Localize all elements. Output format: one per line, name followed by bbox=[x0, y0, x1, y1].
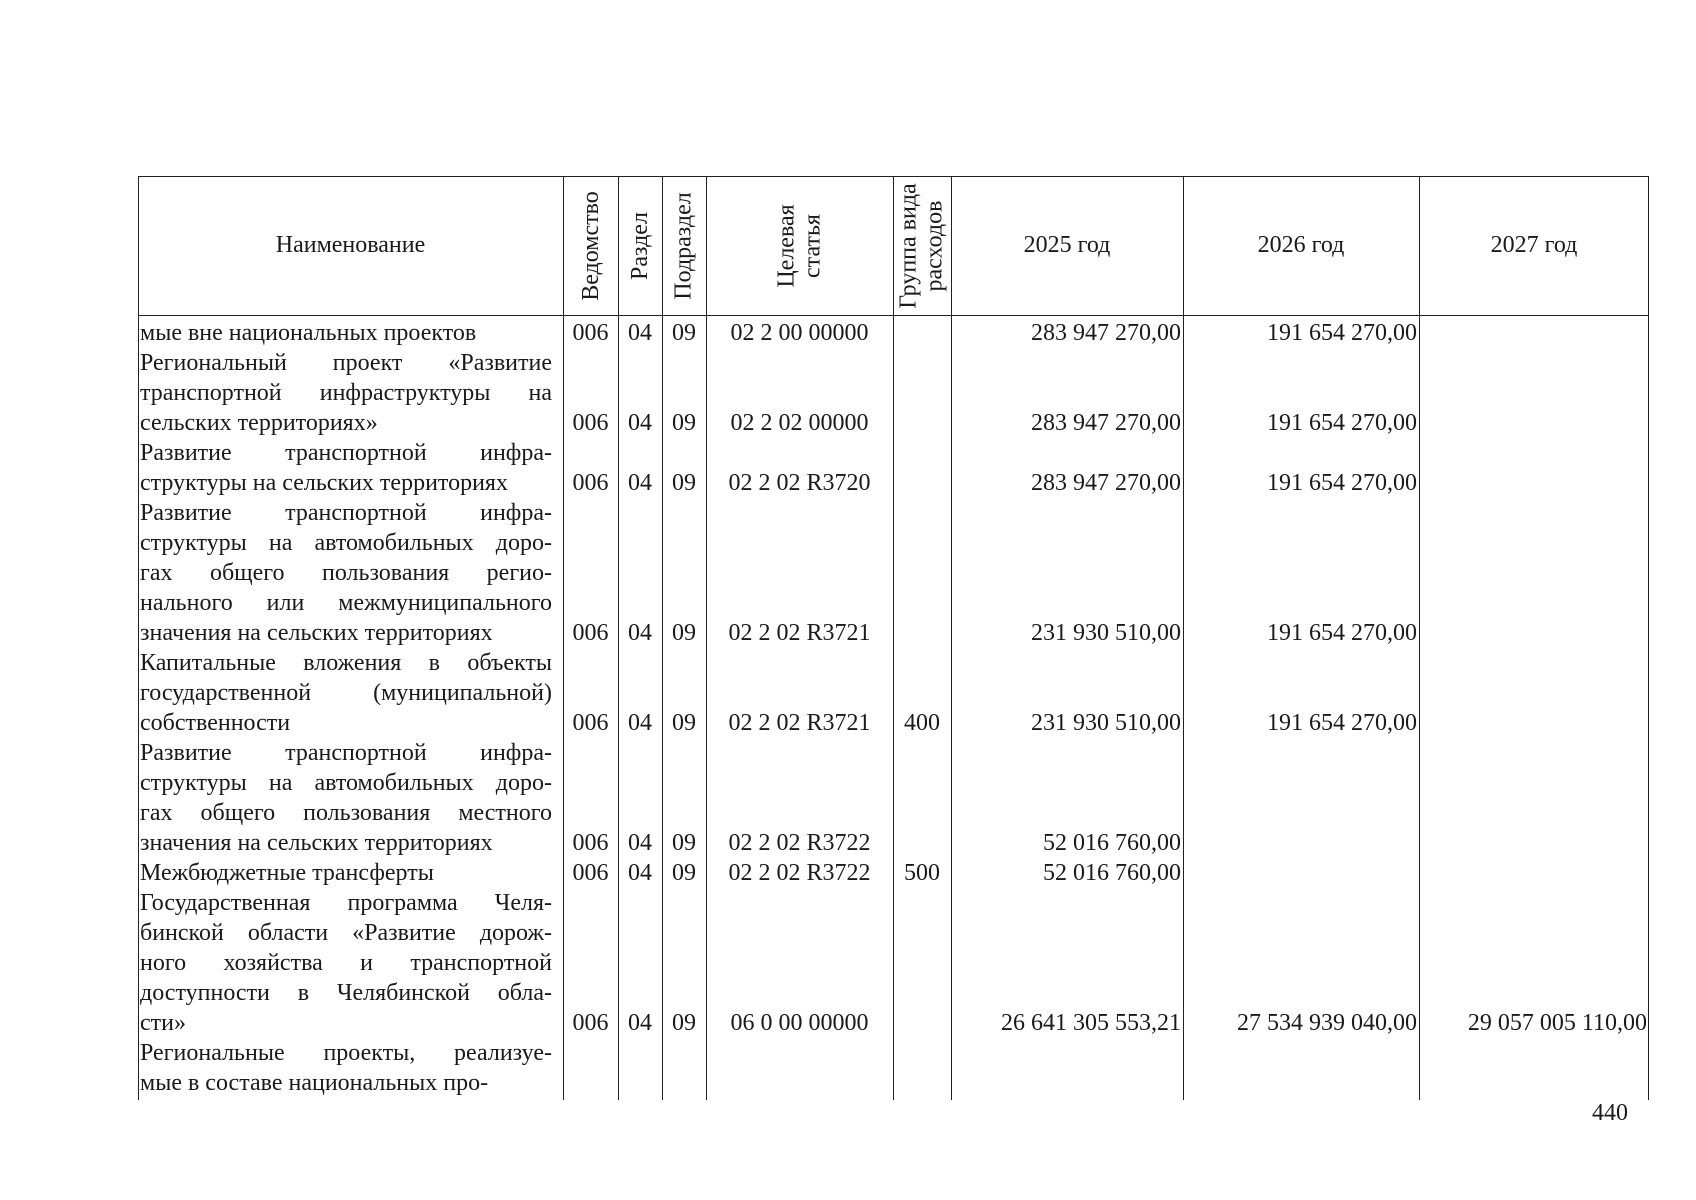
cell-gruppa: 400 bbox=[904, 710, 940, 736]
cell-razdel: 04 bbox=[628, 410, 652, 436]
row-name-line: собственности bbox=[140, 710, 291, 736]
cell-celevaya: 02 2 02 00000 bbox=[730, 410, 869, 436]
header-celevaya-text: Целевая статья bbox=[773, 203, 826, 288]
cell-razdel: 04 bbox=[628, 860, 652, 886]
header-ved bbox=[563, 176, 618, 315]
table-row bbox=[138, 438, 1649, 498]
row-name-line: структуры на сельских территориях bbox=[140, 470, 508, 496]
row-name-line: структуры на автомобильных доро- bbox=[140, 530, 552, 556]
cell-celevaya: 02 2 02 R3720 bbox=[728, 470, 871, 496]
cell-ved: 006 bbox=[572, 860, 609, 886]
row-name bbox=[140, 318, 552, 348]
table-row bbox=[138, 1038, 1649, 1098]
row-name bbox=[140, 738, 552, 858]
cell-y2025: 231 930 510,00 bbox=[1031, 620, 1181, 646]
cell-podrazdel: 09 bbox=[672, 320, 696, 346]
page-number: 440 bbox=[1592, 1100, 1628, 1126]
cell-y2025: 52 016 760,00 bbox=[1043, 830, 1181, 856]
cell-y2026: 191 654 270,00 bbox=[1267, 410, 1417, 436]
row-name-line: Государственная программа Челя- bbox=[140, 890, 552, 916]
cell-y2025: 283 947 270,00 bbox=[1031, 470, 1181, 496]
cell-celevaya: 06 0 00 00000 bbox=[730, 1010, 869, 1036]
cell-celevaya: 02 2 02 R3721 bbox=[728, 620, 871, 646]
header-ved-text: Ведомство bbox=[577, 190, 604, 301]
cell-podrazdel: 09 bbox=[672, 470, 696, 496]
table-row bbox=[138, 318, 1649, 348]
cell-podrazdel: 09 bbox=[672, 860, 696, 886]
table-row bbox=[138, 348, 1649, 438]
row-name-line: гах общего пользования регио- bbox=[140, 560, 552, 586]
cell-razdel: 04 bbox=[628, 620, 652, 646]
cell-razdel: 04 bbox=[628, 710, 652, 736]
row-name bbox=[140, 648, 552, 738]
cell-ved: 006 bbox=[572, 470, 609, 496]
cell-y2025: 283 947 270,00 bbox=[1031, 410, 1181, 436]
cell-podrazdel: 09 bbox=[672, 830, 696, 856]
row-name bbox=[140, 858, 552, 888]
cell-ved: 006 bbox=[572, 710, 609, 736]
row-name-line: значения на сельских территориях bbox=[140, 620, 493, 646]
row-name bbox=[140, 438, 552, 498]
cell-podrazdel: 09 bbox=[672, 410, 696, 436]
row-name-line: Развитие транспортной инфра- bbox=[140, 440, 552, 466]
cell-celevaya: 02 2 02 R3722 bbox=[728, 830, 871, 856]
row-name-line: значения на сельских территориях bbox=[140, 830, 493, 856]
row-name-line: государственной (муниципальной) bbox=[140, 680, 552, 706]
row-name-line: мые вне национальных проектов bbox=[140, 320, 477, 346]
row-name-line: доступности в Челябинской обла- bbox=[140, 980, 552, 1006]
table-row bbox=[138, 498, 1649, 648]
cell-ved: 006 bbox=[572, 320, 609, 346]
row-name-line: бинской области «Развитие дорож- bbox=[140, 920, 552, 946]
header-2026: 2026 год bbox=[1257, 232, 1345, 258]
row-name-line: Капитальные вложения в объекты bbox=[140, 650, 552, 676]
row-name-line: Развитие транспортной инфра- bbox=[140, 740, 552, 766]
header-podrazdel bbox=[662, 176, 706, 315]
cell-y2025: 26 641 305 553,21 bbox=[1001, 1010, 1181, 1036]
header-gruppa-text: Группа вида расходов bbox=[896, 182, 948, 309]
header-2025: 2025 год bbox=[1023, 232, 1111, 258]
row-name-line: сти» bbox=[140, 1010, 186, 1036]
cell-y2026: 27 534 939 040,00 bbox=[1237, 1010, 1417, 1036]
row-name bbox=[140, 498, 552, 648]
cell-y2025: 283 947 270,00 bbox=[1031, 320, 1181, 346]
cell-ved: 006 bbox=[572, 830, 609, 856]
row-name bbox=[140, 1038, 552, 1098]
table-row bbox=[138, 888, 1649, 1038]
cell-y2027: 29 057 005 110,00 bbox=[1467, 1010, 1647, 1036]
cell-celevaya: 02 2 02 R3722 bbox=[728, 860, 871, 886]
header-gruppa bbox=[893, 176, 951, 315]
cell-ved: 006 bbox=[572, 620, 609, 646]
header-name: Наименование bbox=[275, 232, 426, 258]
row-name-line: гах общего пользования местного bbox=[140, 800, 552, 826]
cell-y2025: 231 930 510,00 bbox=[1031, 710, 1181, 736]
row-name-line: Региональный проект «Развитие bbox=[140, 350, 552, 376]
cell-y2025: 52 016 760,00 bbox=[1043, 860, 1181, 886]
cell-ved: 006 bbox=[572, 1010, 609, 1036]
header-celevaya bbox=[706, 176, 893, 315]
row-name-line: нального или межмуниципального bbox=[140, 590, 552, 616]
row-name-line: транспортной инфраструктуры на bbox=[140, 380, 552, 406]
cell-podrazdel: 09 bbox=[672, 710, 696, 736]
row-name-line: сельских территориях» bbox=[140, 410, 378, 436]
cell-podrazdel: 09 bbox=[672, 1010, 696, 1036]
row-name bbox=[140, 888, 552, 1038]
cell-ved: 006 bbox=[572, 410, 609, 436]
cell-razdel: 04 bbox=[628, 830, 652, 856]
table-row bbox=[138, 858, 1649, 888]
cell-y2026: 191 654 270,00 bbox=[1267, 320, 1417, 346]
header-podrazdel-text: Подраздел bbox=[671, 191, 698, 300]
row-name-line: ного хозяйства и транспортной bbox=[140, 950, 552, 976]
cell-y2026: 191 654 270,00 bbox=[1267, 710, 1417, 736]
row-name bbox=[140, 348, 552, 438]
cell-y2026: 191 654 270,00 bbox=[1267, 470, 1417, 496]
cell-razdel: 04 bbox=[628, 1010, 652, 1036]
cell-razdel: 04 bbox=[628, 320, 652, 346]
row-name-line: Региональные проекты, реализуе- bbox=[140, 1040, 552, 1066]
cell-razdel: 04 bbox=[628, 470, 652, 496]
header-2027: 2027 год bbox=[1490, 232, 1578, 258]
budget-table bbox=[138, 176, 1649, 1100]
table-row bbox=[138, 738, 1649, 858]
table-row bbox=[138, 648, 1649, 738]
cell-celevaya: 02 2 00 00000 bbox=[730, 320, 869, 346]
header-razdel bbox=[618, 176, 662, 315]
row-name-line: Межбюджетные трансферты bbox=[140, 860, 434, 886]
row-name-line: Развитие транспортной инфра- bbox=[140, 500, 552, 526]
cell-celevaya: 02 2 02 R3721 bbox=[728, 710, 871, 736]
row-name-line: структуры на автомобильных доро- bbox=[140, 770, 552, 796]
cell-podrazdel: 09 bbox=[672, 620, 696, 646]
row-name-line: мые в составе национальных про- bbox=[140, 1070, 489, 1096]
cell-gruppa: 500 bbox=[904, 860, 940, 886]
cell-y2026: 191 654 270,00 bbox=[1267, 620, 1417, 646]
header-razdel-text: Раздел bbox=[627, 211, 654, 280]
